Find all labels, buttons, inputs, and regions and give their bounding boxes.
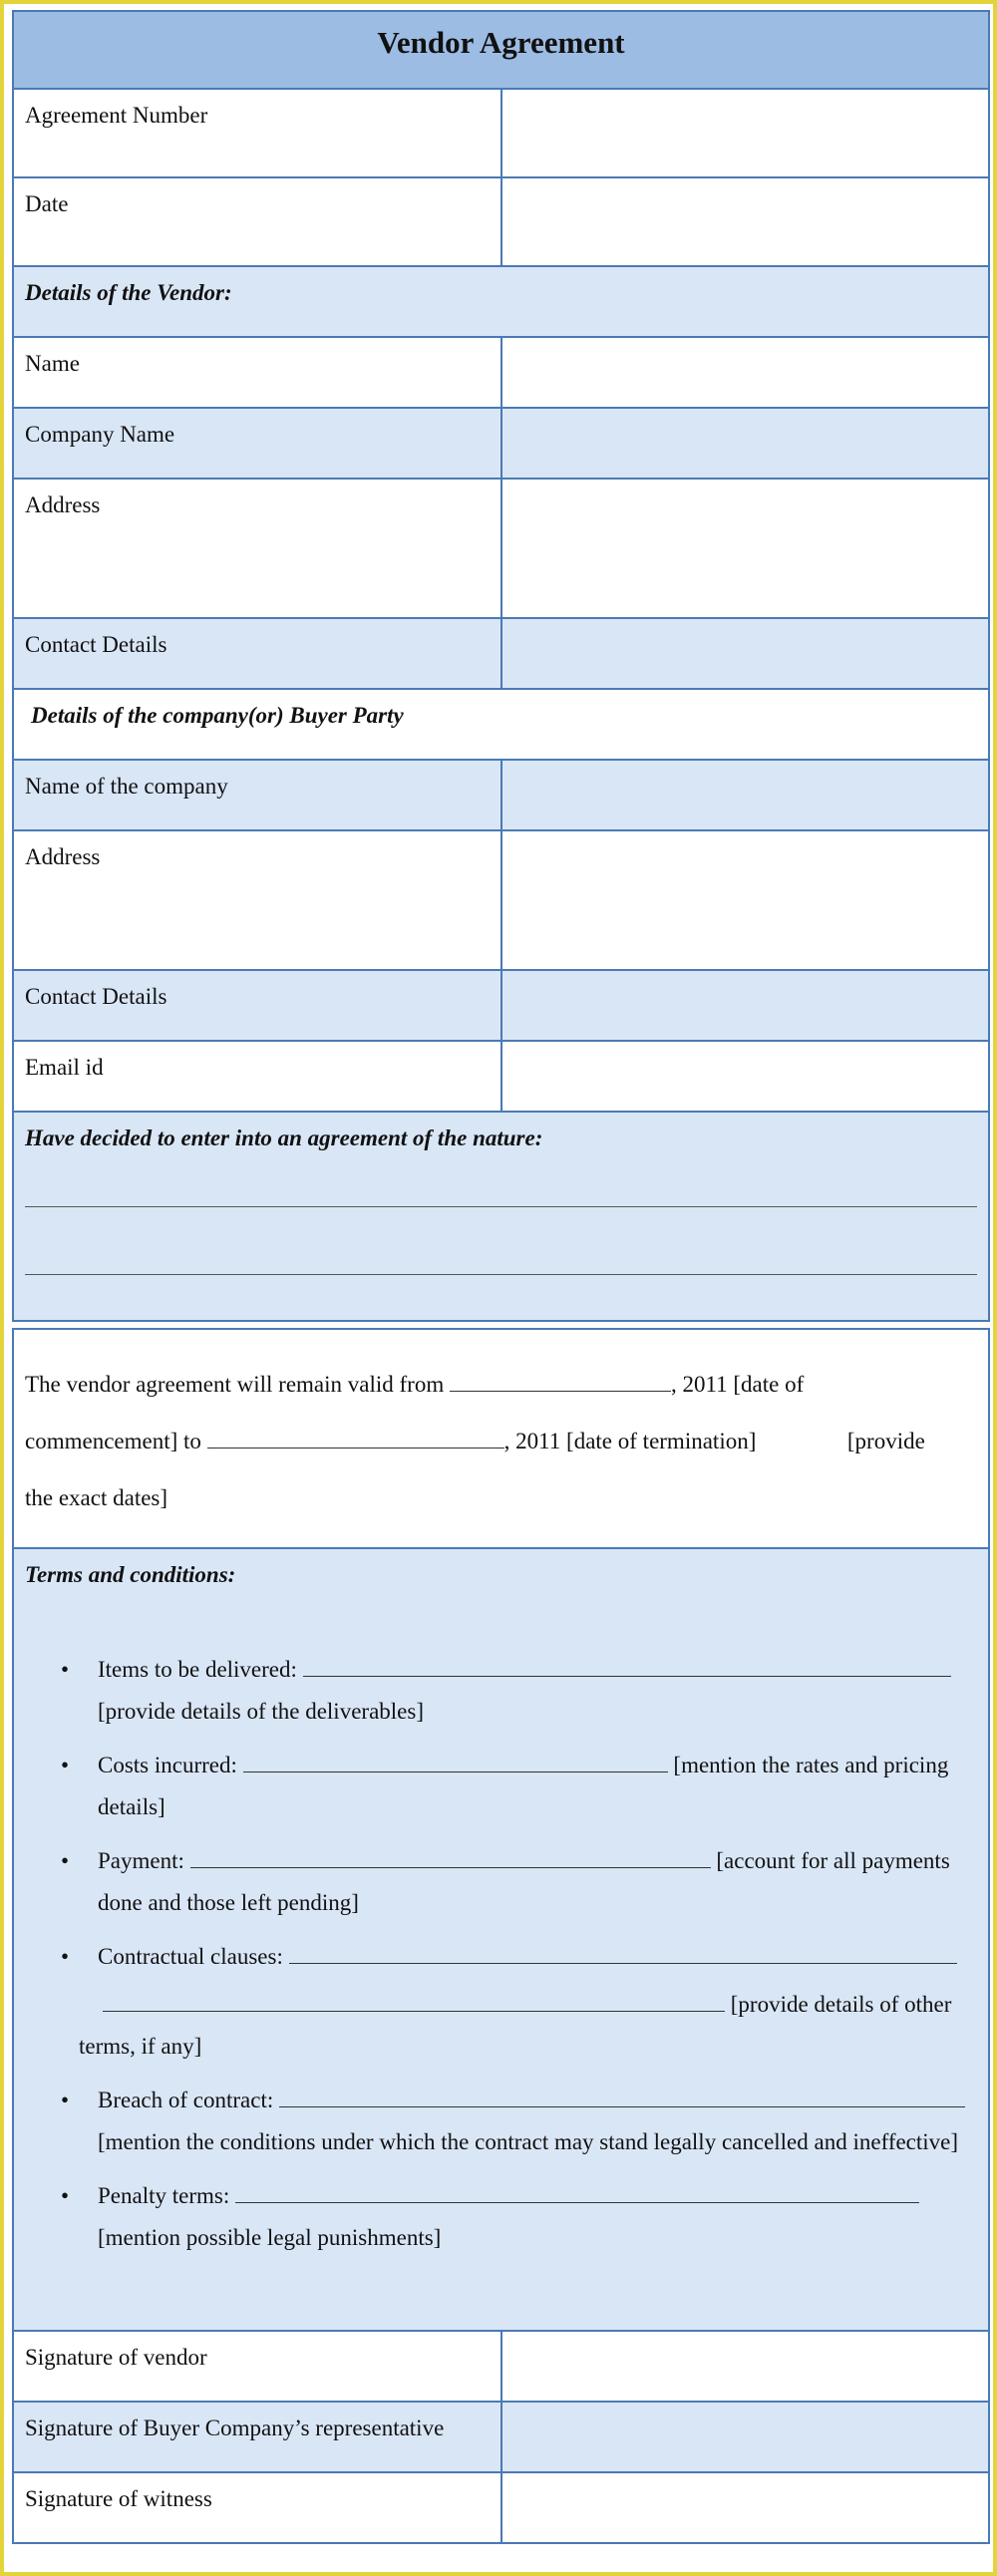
vendor-company-name-value[interactable] [501,408,989,479]
nature-blank-line-1[interactable] [25,1206,977,1207]
vendor-name-label: Name [13,337,501,408]
vendor-address-label: Address [13,479,501,618]
start-date-blank[interactable] [450,1372,671,1392]
date-label: Date [13,177,501,266]
bullet-icon: • [61,2182,70,2208]
terms-block [13,1548,989,2331]
costs-blank[interactable] [243,1753,668,1772]
term-item: • Costs incurred: [mention the rates and pricing details] [25,1745,977,1828]
vendor-company-name-label: Company Name [13,408,501,479]
buyer-company-name-label: Name of the company [13,760,501,830]
buyer-section-heading: Details of the company(or) Buyer Party [13,689,989,760]
agreement-form-lower [12,1328,990,2544]
validity-line-3: the exact dates] [25,1485,168,1510]
bullet-icon: • [61,1752,70,1777]
penalty-blank[interactable] [235,2183,919,2203]
term-item: • Penalty terms: [mention possible legal punishments] [25,2175,977,2259]
vendor-address-value[interactable] [501,479,989,618]
buyer-email-value[interactable] [501,1041,989,1112]
breach-blank[interactable] [279,2088,965,2107]
term-item: • Breach of contract: [mention the conditions under which the contract may stand legally cancelled and ineffective] [25,2080,977,2163]
deliverables-blank[interactable] [303,1657,951,1677]
witness-signature-value[interactable] [501,2472,989,2543]
buyer-rep-signature-value[interactable] [501,2402,989,2472]
vendor-section-heading: Details of the Vendor: [13,266,989,337]
vendor-name-value[interactable] [501,337,989,408]
date-value[interactable] [501,177,989,266]
bullet-icon: • [61,1943,70,1969]
bullet-icon: • [61,1656,70,1682]
bullet-icon: • [61,1847,70,1873]
vendor-signature-value[interactable] [501,2331,989,2402]
agreement-number-value[interactable] [501,89,989,177]
term-item: • Contractual clauses: [25,1936,977,1978]
term-item: • Items to be delivered: [provide details of the deliverables] [25,1649,977,1733]
terms-list [25,1649,977,2259]
buyer-company-name-value[interactable] [501,760,989,830]
buyer-rep-signature-label: Signature of Buyer Company’s representative [13,2402,501,2472]
vendor-contact-value[interactable] [501,618,989,689]
buyer-address-value[interactable] [501,830,989,970]
buyer-contact-label: Contact Details [13,970,501,1041]
end-date-blank[interactable] [207,1429,504,1449]
bullet-icon: • [61,2087,70,2112]
term-item-continuation: [provide details of other terms, if any] [79,1991,952,2059]
vendor-signature-label: Signature of vendor [13,2331,501,2402]
agreement-number-label: Agreement Number [13,89,501,177]
validity-line-1: The vendor agreement will remain valid from , 2011 [date of [25,1372,805,1397]
buyer-contact-value[interactable] [501,970,989,1041]
validity-block [13,1329,989,1548]
validity-line-2: commencement] to , 2011 [date of termination] [provide [25,1429,925,1453]
buyer-address-label: Address [13,830,501,970]
term-item: • Payment: [account for all payments done and those left pending] [25,1840,977,1924]
nature-blank-line-2[interactable] [25,1274,977,1275]
terms-heading: Terms and conditions: [25,1562,236,1587]
agreement-form-upper [12,10,990,1322]
payment-blank[interactable] [190,1848,711,1868]
document-title: Vendor Agreement [13,11,989,89]
clauses-blank-2[interactable] [103,1992,725,2012]
buyer-email-label: Email id [13,1041,501,1112]
witness-signature-label: Signature of witness [13,2472,501,2543]
agreement-nature-heading: Have decided to enter into an agreement of the nature: [25,1126,543,1150]
agreement-nature-block [13,1112,989,1321]
clauses-blank-1[interactable] [289,1944,957,1964]
vendor-contact-label: Contact Details [13,618,501,689]
